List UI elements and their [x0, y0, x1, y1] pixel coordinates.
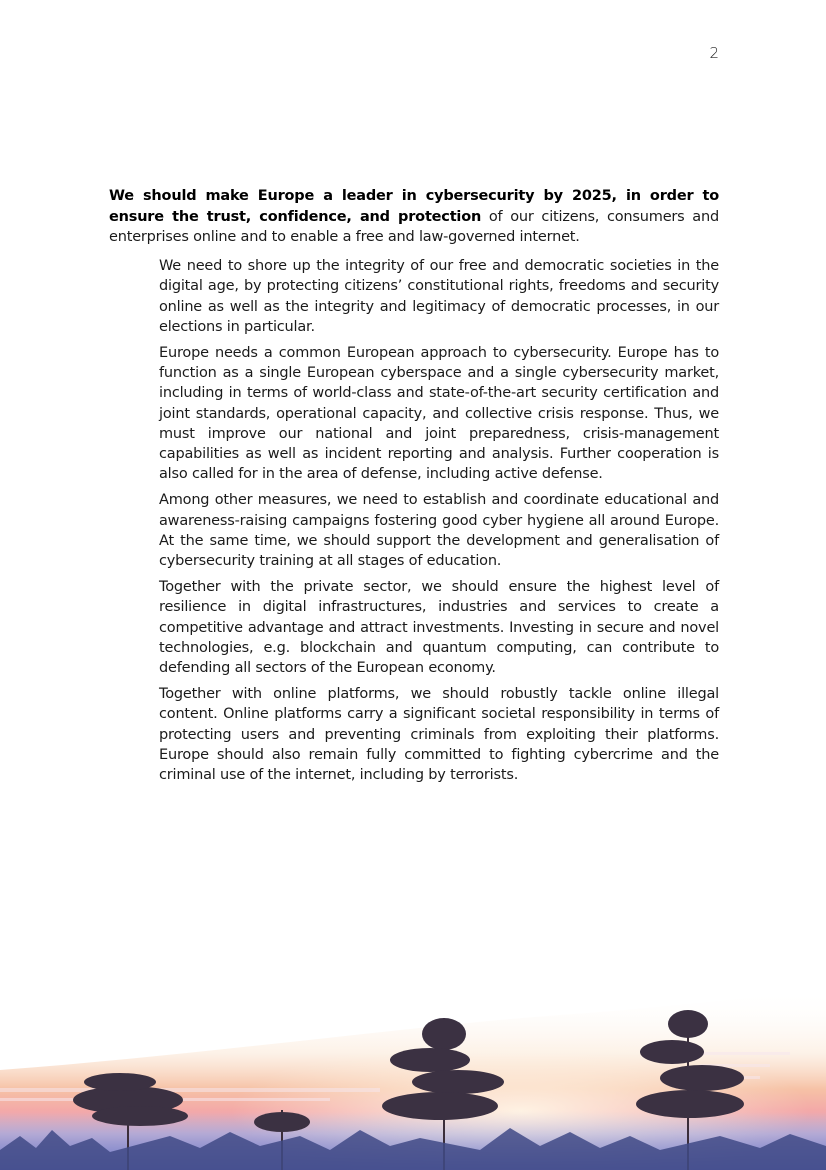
lead-paragraph [109, 186, 719, 248]
policy-point-education: Among other measures, we need to establish and coordinate educational and awareness-raising campaigns fostering good cyber hygiene all around Europe. At the same time, we should support the development and generalisation of cybersecurity training at all stages of education. [159, 492, 719, 570]
policy-point-private-sector: Together with the private sector, we should ensure the highest level of resilience in digital infrastructures, industries and services to create a competitive advantage and attract investments. Investing in secure and novel technologies, e.g. blockchain and quantum computing, can contribute to defending all sectors of the European economy. [159, 578, 719, 677]
forest-sunset-illustration [0, 960, 826, 1170]
lead-continuation: of our citizens, consumers and enterprises online and to enable a free and law-governed internet. [109, 208, 719, 245]
page-number: 2 [709, 44, 719, 62]
policy-points-list [159, 256, 719, 791]
policy-point-common-approach: Europe needs a common European approach to cybersecurity. Europe has to function as a single European cyberspace and a single cybersecurity market, including in terms of world-class and state-of-the-art security certification and joint standards, operational capacity, and collective crisis response. Thus, we must improve our national and joint preparedness, crisis-management capabilities as well as incident reporting and analysis. Further cooperation is also called for in the area of defense, including active defense. [159, 344, 719, 483]
policy-point-democratic-integrity: We need to shore up the integrity of our free and democratic societies in the digital age, by protecting citizens’ constitutional rights, freedoms and security online as well as the integrity and legitimacy of democratic processes, in our elections in particular. [159, 258, 719, 335]
policy-point-online-platforms: Together with online platforms, we should robustly tackle online illegal content. Online platforms carry a significant societal responsibility in terms of protecting users and preventing criminals from exploiting their platforms. Europe should also remain fully committed to fighting cybercrime and the criminal use of the internet, including by terrorists. [159, 685, 719, 784]
lead-bold-statement: We should make Europe a leader in cybersecurity by 2025, in order to ensure the trust, confidence, and protection [109, 188, 719, 225]
